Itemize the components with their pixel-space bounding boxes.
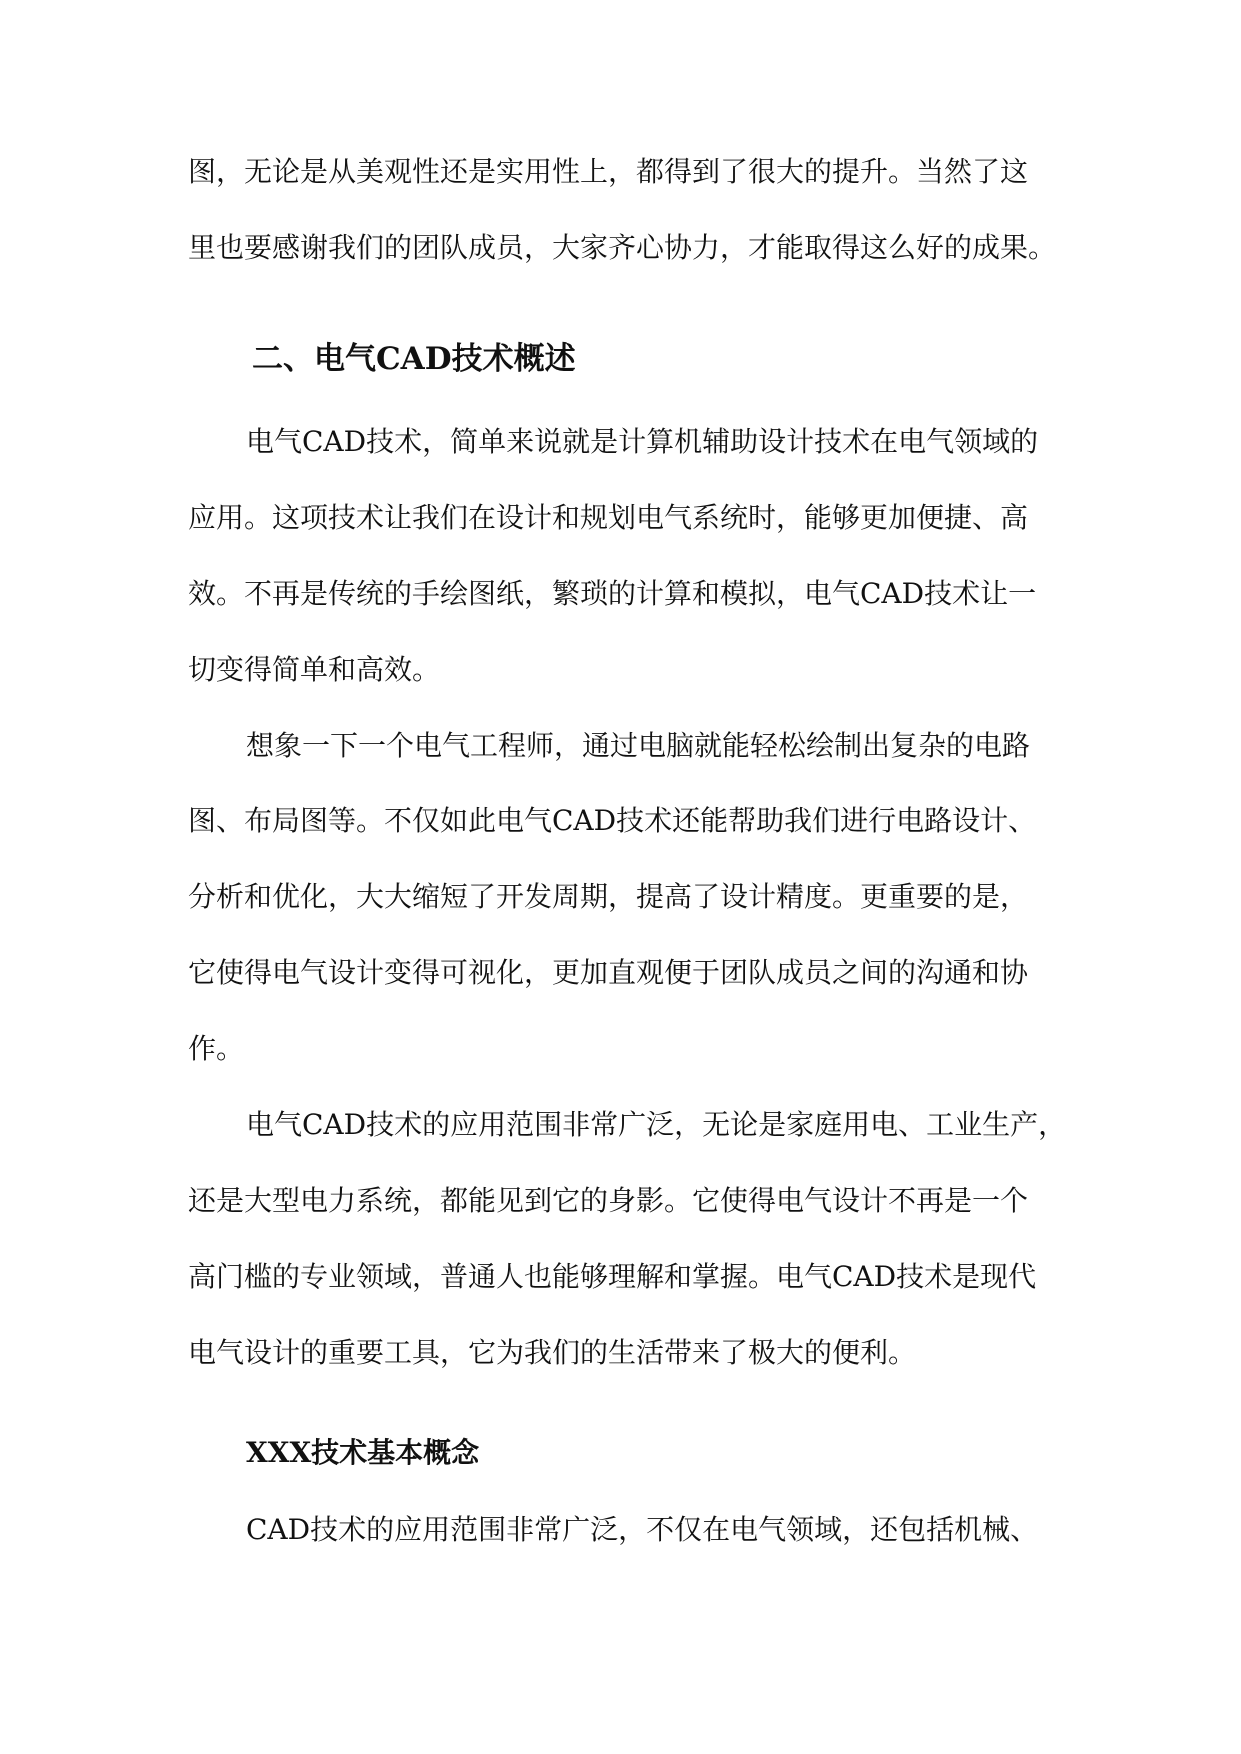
paragraph-1-line-3: 效。不再是传统的手绘图纸，繁琐的计算和模拟，电气CAD技术让一 (188, 577, 1037, 610)
paragraph-2-line-4: 它使得电气设计变得可视化，更加直观便于团队成员之间的沟通和协 (188, 956, 1029, 989)
paragraph-2-line-5: 作。 (188, 1032, 245, 1065)
intro-line-1: 图，无论是从美观性还是实用性上，都得到了很大的提升。当然了这 (188, 155, 1029, 188)
paragraph-3-line-4: 电气设计的重要工具，它为我们的生活带来了极大的便利。 (188, 1336, 917, 1369)
paragraph-1-line-1: 电气CAD技术，简单来说就是计算机辅助设计技术在电气领域的 (246, 425, 1039, 458)
paragraph-1-line-4: 切变得简单和高效。 (188, 653, 441, 686)
paragraph-3-line-2: 还是大型电力系统，都能见到它的身影。它使得电气设计不再是一个 (188, 1184, 1029, 1217)
paragraph-1-line-2: 应用。这项技术让我们在设计和规划电气系统时，能够更加便捷、高 (188, 501, 1029, 534)
paragraph-3-line-3: 高门槛的专业领域，普通人也能够理解和掌握。电气CAD技术是现代 (188, 1260, 1037, 1293)
paragraph-2-line-1: 想象一下一个电气工程师，通过电脑就能轻松绘制出复杂的电路 (246, 729, 1031, 762)
section-heading: 二、电气CAD技术概述 (252, 341, 576, 377)
subsection-heading: XXX技术基本概念 (246, 1436, 480, 1469)
paragraph-2-line-3: 分析和优化，大大缩短了开发周期，提高了设计精度。更重要的是， (188, 880, 1029, 913)
paragraph-3-line-1: 电气CAD技术的应用范围非常广泛，无论是家庭用电、工业生产， (246, 1108, 1067, 1141)
intro-line-2: 里也要感谢我们的团队成员，大家齐心协力，才能取得这么好的成果。 (188, 231, 1057, 264)
paragraph-2-line-2: 图、布局图等。不仅如此电气CAD技术还能帮助我们进行电路设计、 (188, 804, 1037, 837)
paragraph-4-line-1: CAD技术的应用范围非常广泛，不仅在电气领域，还包括机械、 (246, 1513, 1039, 1546)
